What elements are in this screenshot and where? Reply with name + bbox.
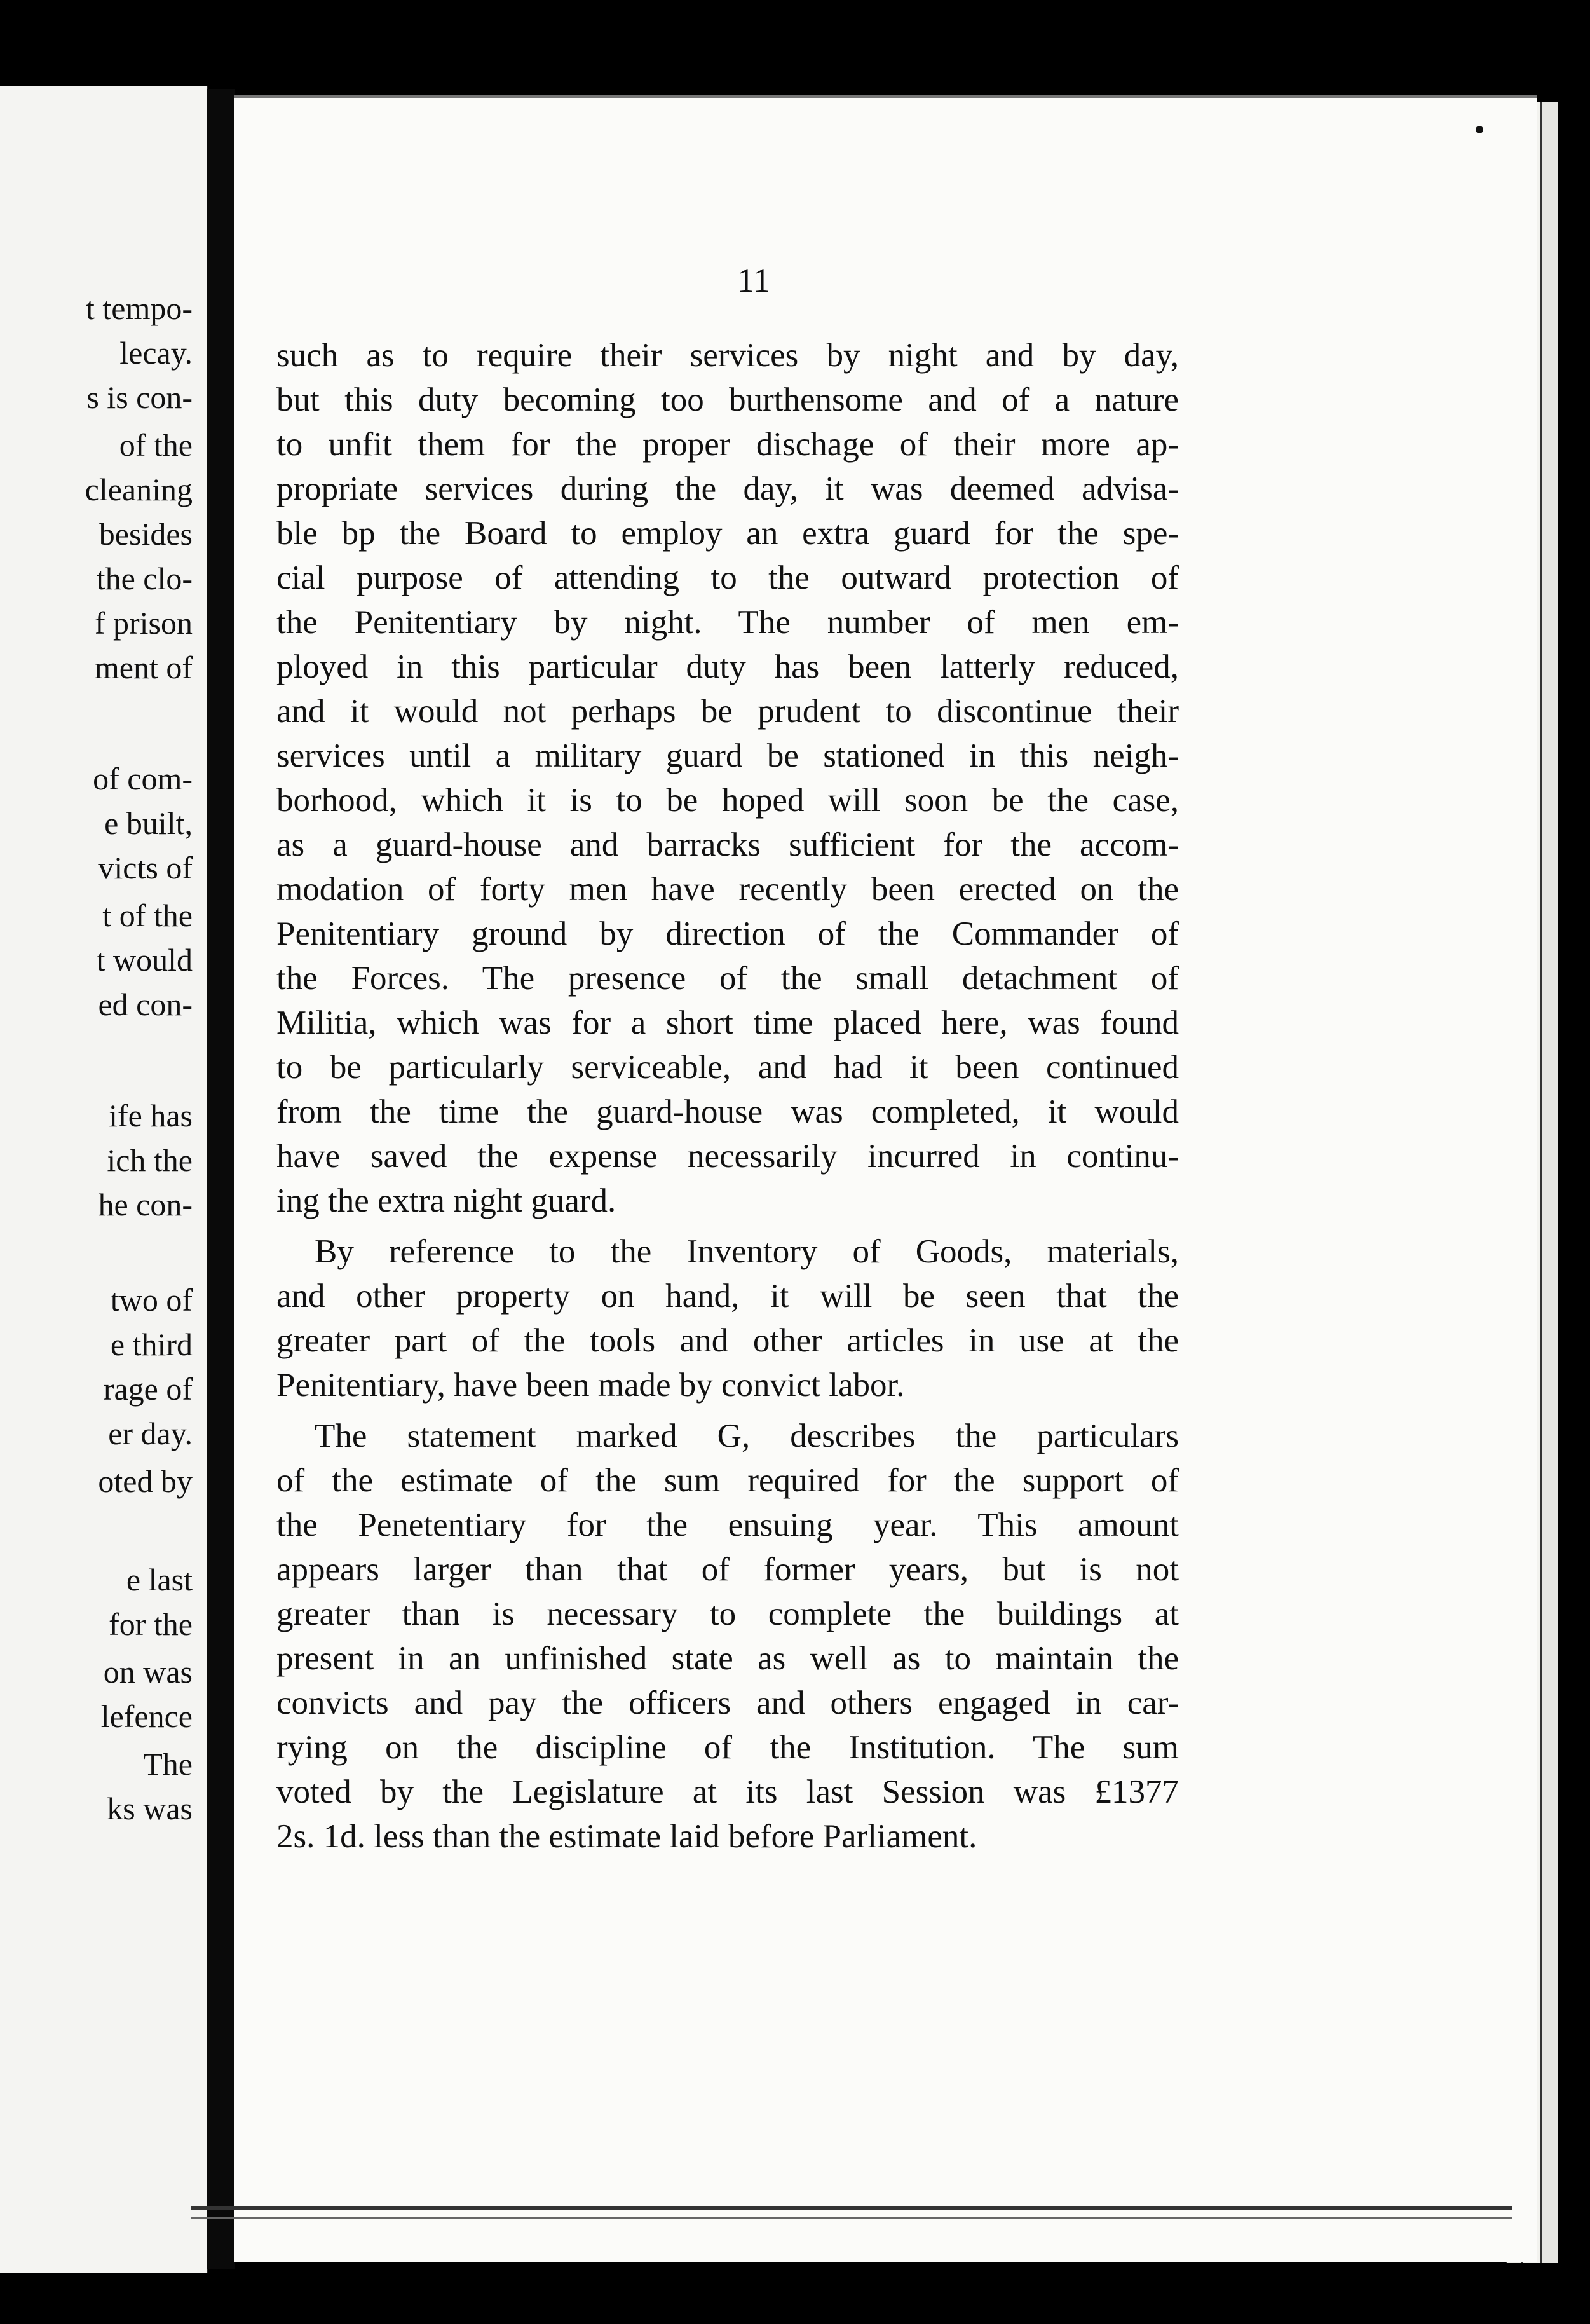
body-line: present in an unfinished state as well as to maintain the: [276, 1640, 1179, 1677]
body-line: the Forces. The presence of the small detachment of: [276, 960, 1179, 997]
body-line: appears larger than that of former years, but is not: [276, 1551, 1179, 1588]
body-line: but this duty becoming too burthensome and of a nature: [276, 381, 1179, 418]
left-page-line: e third: [110, 1327, 193, 1362]
left-page-line: oted by: [98, 1463, 193, 1499]
left-page-line: s is con-: [86, 379, 193, 415]
left-page-line: e last: [126, 1562, 193, 1597]
left-page-line: ks was: [107, 1791, 193, 1826]
body-line: ing the extra night guard.: [276, 1182, 616, 1219]
body-line: ployed in this particular duty has been latterly reduced,: [276, 648, 1179, 685]
body-line: borhood, which it is to be hoped will soon be the case,: [276, 782, 1179, 819]
body-line: as a guard-house and barracks sufficient for the accom-: [276, 826, 1179, 863]
left-page-line: the clo-: [96, 561, 193, 596]
left-page-line: two of: [110, 1282, 193, 1318]
body-line: ble bp the Board to employ an extra guard for the spe-: [276, 515, 1179, 552]
body-line: the Penitentiary by night. The number of men em-: [276, 604, 1179, 641]
left-page-line: lecay.: [119, 335, 193, 371]
left-page-line: victs of: [98, 850, 193, 885]
body-line: and other property on hand, it will be seen that the: [276, 1278, 1179, 1315]
left-page-line: ich the: [107, 1142, 193, 1178]
left-page-line: on was: [103, 1654, 193, 1690]
left-page-line: t of the: [102, 898, 193, 933]
left-page-line: The: [143, 1746, 193, 1782]
body-line: to unfit them for the proper dischage of their more ap-: [276, 426, 1179, 463]
left-page-line: rage of: [103, 1371, 193, 1407]
left-page-line: for the: [109, 1606, 193, 1642]
body-line: have saved the expense necessarily incurred in continu-: [276, 1138, 1179, 1175]
left-page-line: t tempo-: [85, 290, 193, 326]
paragraph-start-line: The statement marked G, describes the particulars: [315, 1418, 1179, 1454]
page-number: 11: [737, 261, 770, 299]
body-line: rying on the discipline of the Institution. The sum: [276, 1729, 1179, 1766]
ink-dot: [1476, 126, 1483, 133]
body-line: to be particularly serviceable, and had it been continued: [276, 1049, 1179, 1086]
left-page-line: of the: [119, 427, 193, 463]
left-page-line: ed con-: [98, 987, 193, 1022]
left-page-line: he con-: [98, 1187, 193, 1222]
body-line: greater part of the tools and other articles in use at the: [276, 1322, 1179, 1359]
body-line: Militia, which was for a short time placed here, was found: [276, 1004, 1179, 1041]
left-page-line: of com-: [93, 761, 193, 796]
body-line: and it would not perhaps be prudent to discontinue their: [276, 693, 1179, 730]
body-line: Penitentiary ground by direction of the Commander of: [276, 915, 1179, 952]
book-gutter: [207, 89, 235, 2269]
body-line: services until a military guard be stationed in this neigh-: [276, 737, 1179, 774]
body-line: the Penetentiary for the ensuing year. This amount: [276, 1507, 1179, 1543]
left-page-line: cleaning: [85, 472, 193, 507]
paragraph-start-line: By reference to the Inventory of Goods, materials,: [315, 1233, 1179, 1270]
page-edge: [1540, 102, 1558, 2263]
body-line: Penitentiary, have been made by convict labor.: [276, 1367, 905, 1404]
left-page-line: ment of: [94, 650, 193, 685]
left-page-line: t would: [96, 942, 193, 978]
bottom-page-edge: [191, 2217, 1512, 2219]
left-page-line: lefence: [100, 1699, 193, 1734]
bottom-page-edge: [191, 2206, 1512, 2210]
left-page-line: f prison: [94, 605, 193, 641]
body-line: 2s. 1d. less than the estimate laid before Parliament.: [276, 1818, 977, 1855]
body-line: propriate services during the day, it was deemed advisa-: [276, 470, 1179, 507]
left-page-line: ife has: [109, 1098, 193, 1133]
left-page-line: e built,: [104, 805, 193, 841]
body-line: voted by the Legislature at its last Session was £1377: [276, 1774, 1179, 1810]
left-page-line: er day.: [108, 1416, 193, 1451]
body-line: cial purpose of attending to the outward protection of: [276, 559, 1179, 596]
body-line: of the estimate of the sum required for the support of: [276, 1462, 1179, 1499]
body-line: such as to require their services by night and by day,: [276, 337, 1179, 374]
left-facing-page: [0, 86, 208, 2273]
body-line: modation of forty men have recently been erected on the: [276, 871, 1179, 908]
body-line: convicts and pay the officers and others engaged in car-: [276, 1685, 1179, 1721]
body-line: from the time the guard-house was completed, it would: [276, 1093, 1179, 1130]
left-page-line: besides: [99, 516, 193, 552]
body-line: greater than is necessary to complete the buildings at: [276, 1596, 1179, 1632]
